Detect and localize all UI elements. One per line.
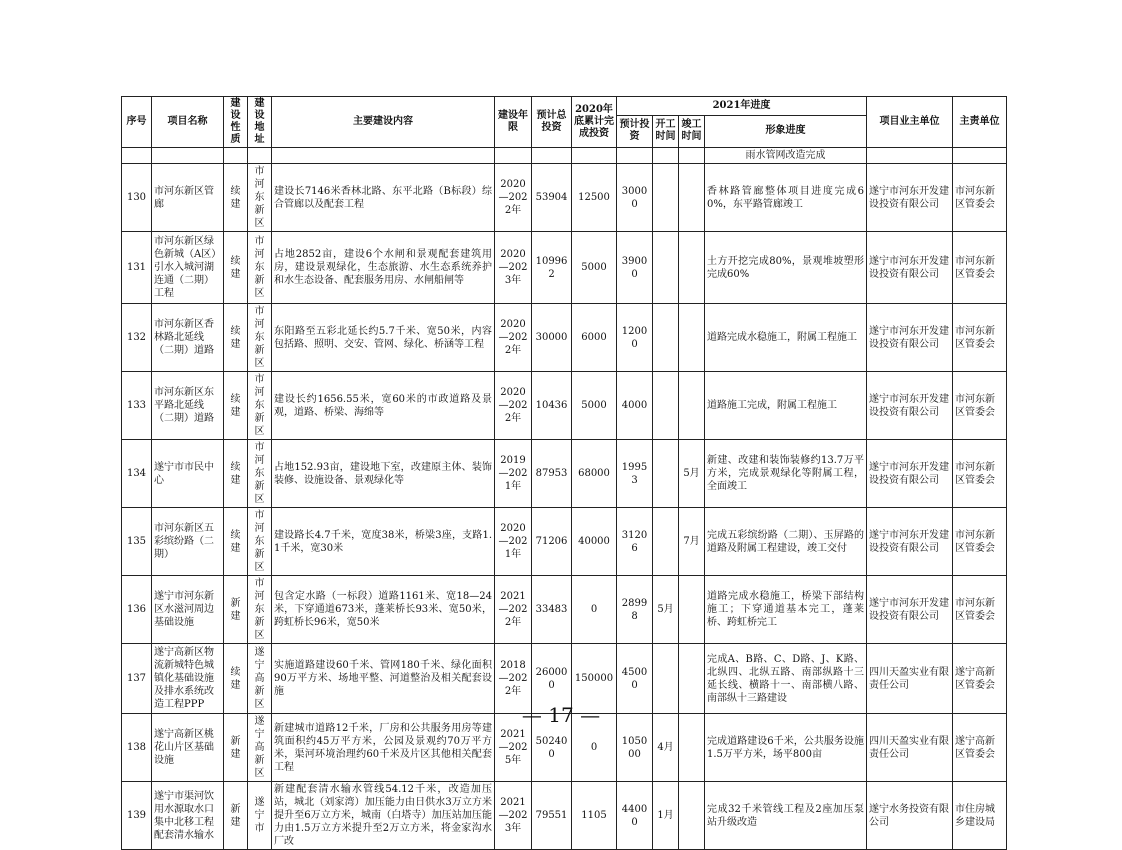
row-location: 遂宁高新区 xyxy=(248,644,272,714)
row-done-2020: 5000 xyxy=(572,232,617,304)
row-years: 2020—2022年 xyxy=(495,304,532,372)
row-owner: 遂宁市河东开发建设投资有限公司 xyxy=(867,164,953,232)
row-start-time: 5月 xyxy=(653,576,679,644)
row-start-time: 1月 xyxy=(653,782,679,850)
row-start-time xyxy=(653,508,679,576)
row-visual-progress: 道路施工完成，附属工程施工 xyxy=(705,372,867,440)
row-name: 遂宁市渠河饮用水源取水口集中北移工程配套清水输水 xyxy=(152,782,224,850)
table-body xyxy=(122,148,1007,850)
row-visual-progress: 完成A、B路、C、D路、J、K路、北纵四、北纵五路、南部纵路十三延长线、横路十一、南部横八路、南部纵十三路建设 xyxy=(705,644,867,714)
row-seq: 136 xyxy=(122,576,152,644)
header-nature: 建设性质 xyxy=(224,97,248,148)
header-years: 建设年限 xyxy=(495,97,532,148)
row-content: 包含定水路（一标段）道路1161米、宽18—24米，下穿通道673米，蓬莱桥长93米、宽50米，跨虹桥长96米，宽50米 xyxy=(272,576,495,644)
row-done-2020: 0 xyxy=(572,714,617,782)
row-name: 遂宁市市民中心 xyxy=(152,440,224,508)
table-row xyxy=(122,440,1007,508)
row-seq: 133 xyxy=(122,372,152,440)
row-name: 市河东新区东平路北延线（二期）道路 xyxy=(152,372,224,440)
row-location: 市河东新区 xyxy=(248,508,272,576)
continuation-progress: 雨水管网改造完成 xyxy=(705,148,867,164)
header-authority: 主责单位 xyxy=(953,97,1007,148)
header-visual-progress: 形象进度 xyxy=(705,115,867,147)
row-finish-time xyxy=(679,232,705,304)
row-owner: 遂宁市河东开发建设投资有限公司 xyxy=(867,304,953,372)
row-owner: 遂宁市河东开发建设投资有限公司 xyxy=(867,372,953,440)
row-start-time xyxy=(653,372,679,440)
row-location: 市河东新区 xyxy=(248,440,272,508)
row-name: 遂宁高新区物流新城特色城镇化基础设施及排水系统改造工程PPP xyxy=(152,644,224,714)
row-name: 市河东新区管廊 xyxy=(152,164,224,232)
row-nature: 续建 xyxy=(224,644,248,714)
row-seq: 139 xyxy=(122,782,152,850)
header-progress-2021: 2021年进度 xyxy=(617,97,867,116)
row-planned-invest: 4000 xyxy=(617,372,653,440)
row-done-2020: 5000 xyxy=(572,372,617,440)
row-authority: 市河东新区管委会 xyxy=(953,232,1007,304)
row-total-invest: 33483 xyxy=(532,576,572,644)
row-location: 市河东新区 xyxy=(248,232,272,304)
header-start-time: 开工时间 xyxy=(653,115,679,147)
row-start-time xyxy=(653,304,679,372)
header-owner: 项目业主单位 xyxy=(867,97,953,148)
row-nature: 新建 xyxy=(224,714,248,782)
table-row xyxy=(122,576,1007,644)
row-nature: 新建 xyxy=(224,576,248,644)
header-content: 主要建设内容 xyxy=(272,97,495,148)
row-finish-time xyxy=(679,576,705,644)
row-finish-time xyxy=(679,164,705,232)
row-name: 市河东新区香林路北延线（二期）道路 xyxy=(152,304,224,372)
header-location: 建设地址 xyxy=(248,97,272,148)
row-done-2020: 150000 xyxy=(572,644,617,714)
row-done-2020: 0 xyxy=(572,576,617,644)
row-seq: 131 xyxy=(122,232,152,304)
row-owner: 遂宁市河东开发建设投资有限公司 xyxy=(867,508,953,576)
row-start-time xyxy=(653,440,679,508)
table-row xyxy=(122,372,1007,440)
row-content: 新建配套清水输水管线54.12千米，改造加压站，城北（刘家湾）加压能力由日供水3万立方米提升至6万立方米，城南（白塔寺）加压站加压能力由1.5万立方米提升至2万立方米，将金家沟水厂改 xyxy=(272,782,495,850)
row-finish-time: 5月 xyxy=(679,440,705,508)
row-total-invest: 10436 xyxy=(532,372,572,440)
row-start-time xyxy=(653,232,679,304)
row-visual-progress: 道路完成水稳施工，附属工程施工 xyxy=(705,304,867,372)
row-visual-progress: 完成道路建设6千米，公共服务设施1.5万平方米，场平800亩 xyxy=(705,714,867,782)
row-total-invest: 502400 xyxy=(532,714,572,782)
row-visual-progress: 香林路管廊整体项目进度完成60%，东平路管廊竣工 xyxy=(705,164,867,232)
continuation-row xyxy=(122,148,1007,164)
row-start-time: 4月 xyxy=(653,714,679,782)
row-years: 2019—2021年 xyxy=(495,440,532,508)
row-authority: 市河东新区管委会 xyxy=(953,164,1007,232)
row-nature: 新建 xyxy=(224,782,248,850)
header-seq: 序号 xyxy=(122,97,152,148)
row-seq: 137 xyxy=(122,644,152,714)
row-location: 遂宁高新区 xyxy=(248,714,272,782)
row-authority: 市河东新区管委会 xyxy=(953,304,1007,372)
row-location: 市河东新区 xyxy=(248,576,272,644)
row-start-time xyxy=(653,164,679,232)
row-authority: 市河东新区管委会 xyxy=(953,372,1007,440)
row-name: 市河东新区绿色新城（A区）引水入城河湖连通（二期）工程 xyxy=(152,232,224,304)
row-total-invest: 30000 xyxy=(532,304,572,372)
row-authority: 市河东新区管委会 xyxy=(953,508,1007,576)
table-row xyxy=(122,164,1007,232)
page-number: — 17 — xyxy=(521,703,601,727)
row-owner: 遂宁市河东开发建设投资有限公司 xyxy=(867,440,953,508)
row-years: 2020—2023年 xyxy=(495,232,532,304)
row-total-invest: 79551 xyxy=(532,782,572,850)
row-planned-invest: 105000 xyxy=(617,714,653,782)
row-authority: 遂宁高新区管委会 xyxy=(953,714,1007,782)
row-visual-progress: 道路完成水稳施工，桥梁下部结构施工；下穿通道基本完工，蓬莱桥、跨虹桥完工 xyxy=(705,576,867,644)
row-years: 2021—2023年 xyxy=(495,782,532,850)
row-nature: 续建 xyxy=(224,304,248,372)
row-name: 市河东新区五彩缤纷路（二期） xyxy=(152,508,224,576)
row-location: 市河东新区 xyxy=(248,164,272,232)
row-content: 实施道路建设60千米、管网180千米、绿化面积90万平方米、场地平整、河道整治及相关配套设施 xyxy=(272,644,495,714)
row-finish-time xyxy=(679,782,705,850)
row-content: 建设路长4.7千米，宽度38米，桥梁3座，支路1.1千米，宽30米 xyxy=(272,508,495,576)
row-name: 遂宁高新区桃花山片区基础设施 xyxy=(152,714,224,782)
row-name: 遂宁市河东新区水滋河周边基础设施 xyxy=(152,576,224,644)
row-seq: 132 xyxy=(122,304,152,372)
table-row xyxy=(122,232,1007,304)
row-visual-progress: 完成五彩缤纷路（二期）、玉屏路的道路及附属工程建设，竣工交付 xyxy=(705,508,867,576)
row-nature: 续建 xyxy=(224,164,248,232)
row-nature: 续建 xyxy=(224,440,248,508)
row-owner: 遂宁水务投资有限公司 xyxy=(867,782,953,850)
row-owner: 遂宁市河东开发建设投资有限公司 xyxy=(867,232,953,304)
row-total-invest: 53904 xyxy=(532,164,572,232)
table-row xyxy=(122,304,1007,372)
row-planned-invest: 12000 xyxy=(617,304,653,372)
row-planned-invest: 28998 xyxy=(617,576,653,644)
row-content: 建设长7146米香林北路、东平北路（B标段）综合管廊以及配套工程 xyxy=(272,164,495,232)
row-nature: 续建 xyxy=(224,232,248,304)
row-owner: 四川天盈实业有限责任公司 xyxy=(867,644,953,714)
row-total-invest: 87953 xyxy=(532,440,572,508)
row-authority: 遂宁高新区管委会 xyxy=(953,644,1007,714)
row-seq: 130 xyxy=(122,164,152,232)
row-location: 市河东新区 xyxy=(248,372,272,440)
row-years: 2020—2022年 xyxy=(495,372,532,440)
row-content: 占地152.93亩，建设地下室，改建原主体、装饰装修、设施设备、景观绿化等 xyxy=(272,440,495,508)
row-planned-invest: 39000 xyxy=(617,232,653,304)
row-planned-invest: 31206 xyxy=(617,508,653,576)
row-content: 东阳路至五彩北延长约5.7千米、宽50米，内容包括路、照明、交安、管网、绿化、桥涵等工程 xyxy=(272,304,495,372)
header-planned-invest: 预计投资 xyxy=(617,115,653,147)
row-finish-time xyxy=(679,304,705,372)
row-seq: 138 xyxy=(122,714,152,782)
row-location: 市河东新区 xyxy=(248,304,272,372)
row-done-2020: 1105 xyxy=(572,782,617,850)
row-location: 遂宁市 xyxy=(248,782,272,850)
row-content: 占地2852亩，建设6个水闸和景观配套建筑用房，建设景观绿化，生态旅游、水生态系统养护和水生态设备、配套服务用房、水闸船闸等 xyxy=(272,232,495,304)
row-years: 2020—2022年 xyxy=(495,164,532,232)
row-done-2020: 40000 xyxy=(572,508,617,576)
header-done-2020: 2020年底累计完成投资 xyxy=(572,97,617,148)
row-owner: 四川天盈实业有限责任公司 xyxy=(867,714,953,782)
row-content: 新建城市道路12千米，厂房和公共服务用房等建筑面积约45万平方米，公园及景观约70万平方米，渠河环境治理约60千米及片区其他相关配套工程 xyxy=(272,714,495,782)
row-visual-progress: 新建、改建和装饰装修约13.7万平方米，完成景观绿化等附属工程，全面竣工 xyxy=(705,440,867,508)
row-total-invest: 71206 xyxy=(532,508,572,576)
row-planned-invest: 45000 xyxy=(617,644,653,714)
row-planned-invest: 30000 xyxy=(617,164,653,232)
row-authority: 市河东新区管委会 xyxy=(953,440,1007,508)
row-owner: 遂宁市河东开发建设投资有限公司 xyxy=(867,576,953,644)
row-years: 2018—2022年 xyxy=(495,644,532,714)
row-seq: 134 xyxy=(122,440,152,508)
row-nature: 续建 xyxy=(224,372,248,440)
header-name: 项目名称 xyxy=(152,97,224,148)
row-visual-progress: 土方开挖完成80%，景观堆坡塑形完成60% xyxy=(705,232,867,304)
project-table xyxy=(121,96,1007,850)
row-done-2020: 68000 xyxy=(572,440,617,508)
row-finish-time: 7月 xyxy=(679,508,705,576)
row-authority: 市河东新区管委会 xyxy=(953,576,1007,644)
row-visual-progress: 完成32千米管线工程及2座加压泵站升级改造 xyxy=(705,782,867,850)
row-done-2020: 12500 xyxy=(572,164,617,232)
row-authority: 市住房城乡建设局 xyxy=(953,782,1007,850)
header-total-invest: 预计总投资 xyxy=(532,97,572,148)
row-seq: 135 xyxy=(122,508,152,576)
row-years: 2021—2022年 xyxy=(495,576,532,644)
row-done-2020: 6000 xyxy=(572,304,617,372)
row-years: 2020—2021年 xyxy=(495,508,532,576)
row-planned-invest: 19953 xyxy=(617,440,653,508)
row-planned-invest: 44000 xyxy=(617,782,653,850)
table-row xyxy=(122,508,1007,576)
row-total-invest: 109962 xyxy=(532,232,572,304)
row-content: 建设长约1656.55米，宽60米的市政道路及景观，道路、桥梁、海绵等 xyxy=(272,372,495,440)
header-finish-time: 竣工时间 xyxy=(679,115,705,147)
row-finish-time xyxy=(679,372,705,440)
row-nature: 续建 xyxy=(224,508,248,576)
row-years: 2021—2025年 xyxy=(495,714,532,782)
row-total-invest: 260000 xyxy=(532,644,572,714)
table-row xyxy=(122,782,1007,850)
